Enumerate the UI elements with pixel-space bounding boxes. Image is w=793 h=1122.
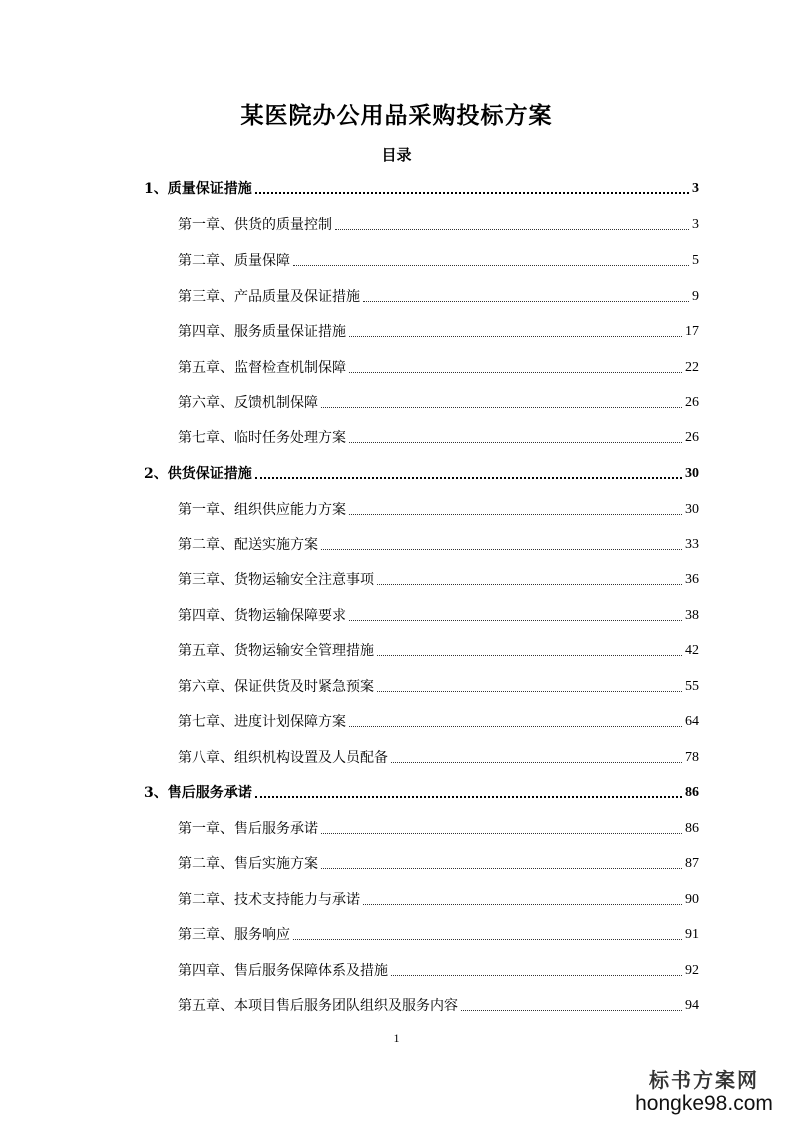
toc-entry-label: 第六章、保证供货及时紧急预案 [178, 679, 374, 695]
toc-entry-label: 2、供货保证措施 [144, 466, 252, 482]
toc-entry-page: 38 [685, 608, 699, 623]
dot-leader [255, 192, 689, 194]
toc-item[interactable] [178, 390, 699, 412]
toc-entry-page: 3 [692, 217, 699, 232]
toc-entry-label: 第八章、组织机构设置及人员配备 [178, 750, 388, 766]
toc-entry-label: 第六章、反馈机制保障 [178, 395, 318, 411]
toc-entry-label: 第五章、监督检查机制保障 [178, 360, 346, 376]
toc-item[interactable] [178, 532, 699, 554]
toc-entry-page: 30 [685, 466, 699, 481]
toc-entry-label: 第五章、本项目售后服务团队组织及服务内容 [178, 998, 458, 1014]
toc-entry-page: 5 [692, 253, 699, 268]
toc-section-supply[interactable] [144, 461, 699, 483]
toc-entry-page: 92 [685, 963, 699, 978]
toc-item[interactable] [178, 355, 699, 377]
dot-leader [363, 904, 682, 905]
toc-entry-page: 78 [685, 750, 699, 765]
dot-leader [391, 762, 682, 763]
toc-entry-label: 1、质量保证措施 [144, 181, 252, 197]
toc-item[interactable] [178, 248, 699, 270]
toc-item[interactable] [178, 745, 699, 767]
toc-entry-page: 91 [685, 927, 699, 942]
dot-leader [349, 336, 682, 337]
dot-leader [349, 372, 682, 373]
toc-item[interactable] [178, 319, 699, 341]
toc-entry-label: 第二章、售后实施方案 [178, 856, 318, 872]
toc-item[interactable] [178, 603, 699, 625]
dot-leader [321, 407, 682, 408]
toc-entry-page: 87 [685, 856, 699, 871]
toc-entry-label: 第四章、售后服务保障体系及措施 [178, 963, 388, 979]
dot-leader [349, 442, 682, 443]
toc-entry-label: 第三章、货物运输安全注意事项 [178, 572, 374, 588]
toc-entry-page: 86 [685, 785, 699, 800]
page-number: 1 [393, 1031, 400, 1045]
watermark [629, 1068, 779, 1116]
toc-item[interactable] [178, 887, 699, 909]
toc-entry-label: 第七章、临时任务处理方案 [178, 430, 346, 446]
toc-entry-label: 3、售后服务承诺 [144, 785, 252, 801]
toc-item[interactable] [178, 425, 699, 447]
toc-item[interactable] [178, 567, 699, 589]
document-title: 某医院办公用品采购投标方案 [240, 102, 553, 129]
toc-entry-page: 26 [685, 395, 699, 410]
dot-leader [363, 301, 689, 302]
dot-leader [377, 655, 682, 656]
dot-leader [321, 833, 682, 834]
dot-leader [349, 726, 682, 727]
toc-entry-page: 42 [685, 643, 699, 658]
dot-leader [377, 584, 682, 585]
toc-item[interactable] [178, 674, 699, 696]
toc-item[interactable] [178, 497, 699, 519]
toc-entry-label: 第一章、供货的质量控制 [178, 217, 332, 233]
toc-entry-label: 第四章、服务质量保证措施 [178, 324, 346, 340]
toc-entry-page: 9 [692, 289, 699, 304]
toc-item[interactable] [178, 958, 699, 980]
toc-section-quality[interactable] [144, 176, 699, 198]
toc-entry-page: 36 [685, 572, 699, 587]
toc-item[interactable] [178, 638, 699, 660]
toc-entry-page: 55 [685, 679, 699, 694]
toc-entry-label: 第七章、进度计划保障方案 [178, 714, 346, 730]
dot-leader [461, 1010, 682, 1011]
toc-entry-page: 17 [685, 324, 699, 339]
toc-entry-label: 第二章、质量保障 [178, 253, 290, 269]
dot-leader [293, 939, 682, 940]
toc-item[interactable] [178, 284, 699, 306]
dot-leader [255, 796, 682, 798]
toc-heading: 目录 [381, 146, 412, 164]
toc-item[interactable] [178, 709, 699, 731]
dot-leader [293, 265, 689, 266]
toc-entry-label: 第五章、货物运输安全管理措施 [178, 643, 374, 659]
toc-item[interactable] [178, 816, 699, 838]
toc-entry-page: 3 [692, 181, 699, 196]
watermark-url: hongke98.com [635, 1092, 773, 1115]
dot-leader [255, 477, 682, 479]
toc-entry-page: 86 [685, 821, 699, 836]
dot-leader [321, 549, 682, 550]
dot-leader [349, 514, 682, 515]
toc-item[interactable] [178, 851, 699, 873]
toc-entry-label: 第二章、技术支持能力与承诺 [178, 892, 360, 908]
toc-entry-page: 90 [685, 892, 699, 907]
toc-entry-page: 94 [685, 998, 699, 1013]
toc-section-after-sales[interactable] [144, 780, 699, 802]
toc-entry-label: 第三章、产品质量及保证措施 [178, 289, 360, 305]
dot-leader [335, 229, 689, 230]
dot-leader [349, 620, 682, 621]
toc-entry-label: 第一章、组织供应能力方案 [178, 502, 346, 518]
toc-entry-page: 22 [685, 360, 699, 375]
toc-entry-label: 第四章、货物运输保障要求 [178, 608, 346, 624]
dot-leader [321, 868, 682, 869]
dot-leader [377, 691, 682, 692]
toc-entry-page: 26 [685, 430, 699, 445]
dot-leader [391, 975, 682, 976]
toc-entry-label: 第一章、售后服务承诺 [178, 821, 318, 837]
toc-entry-label: 第二章、配送实施方案 [178, 537, 318, 553]
toc-entry-label: 第三章、服务响应 [178, 927, 290, 943]
toc-entry-page: 30 [685, 502, 699, 517]
toc-item[interactable] [178, 212, 699, 234]
watermark-chinese: 标书方案网 [649, 1068, 759, 1092]
toc-item[interactable] [178, 993, 699, 1015]
toc-entry-page: 64 [685, 714, 699, 729]
toc-item[interactable] [178, 922, 699, 944]
toc-entry-page: 33 [685, 537, 699, 552]
